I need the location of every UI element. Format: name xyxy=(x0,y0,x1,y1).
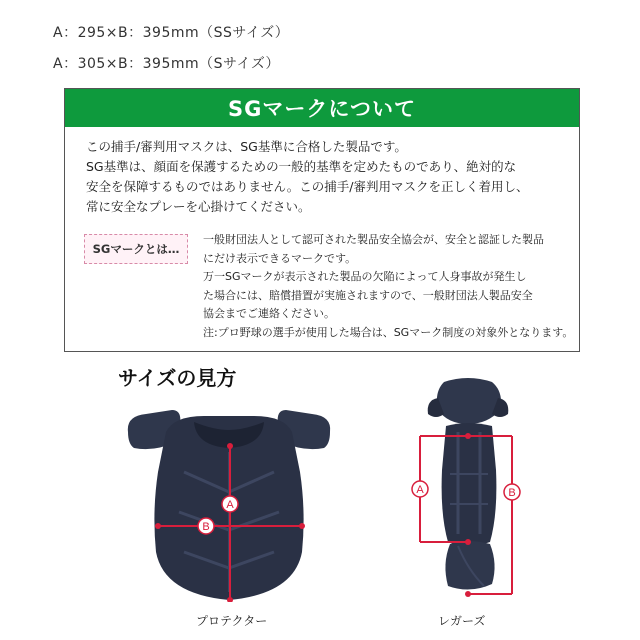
sg-detail-text xyxy=(203,231,573,342)
protector-caption: プロテクター xyxy=(196,614,268,628)
sg-detail-line: にだけ表示できるマークです。 xyxy=(203,251,357,265)
sg-mark-box xyxy=(64,88,580,352)
sg-detail-line: 協会までご連絡ください。 xyxy=(203,307,335,320)
leg-guard-caption: レガーズ xyxy=(438,614,486,628)
sg-detail-line: た場合には、賠償措置が実施されますので、一般財団法人製品安全 xyxy=(203,288,533,302)
leg-guard-image xyxy=(392,374,532,604)
sg-intro-line: SG基準は、顔面を保護するための一般的基準を定めたものであり、絶対的な xyxy=(86,159,517,174)
sg-intro-line: 安全を保障するものではありません。この捕手/審判用マスクを正しく着用し、 xyxy=(86,179,529,194)
chest-protector-figure xyxy=(124,402,334,602)
protector-marker-a: A xyxy=(226,499,234,511)
sg-intro-line: この捕手/審判用マスクは、SG基準に合格した製品です。 xyxy=(86,139,407,154)
size-guide-title: サイズの見方 xyxy=(118,366,237,390)
leg-marker-b: B xyxy=(508,487,516,499)
sg-intro-text xyxy=(86,137,528,217)
size-spec-s: A：305×B：395mm（Sサイズ） xyxy=(53,56,280,72)
sg-detail-line: 注:プロ野球の選手が使用した場合は、SGマーク制度の対象外となります。 xyxy=(203,325,574,339)
size-spec-ss: A：295×B：395mm（SSサイズ） xyxy=(53,25,290,41)
chest-protector-image xyxy=(124,402,334,602)
leg-guard-figure xyxy=(392,374,532,604)
sg-mark-heading: SGマークについて xyxy=(65,89,579,127)
sg-detail-line: 万一SGマークが表示された製品の欠陥によって人身事故が発生し xyxy=(203,270,527,283)
sg-mark-label: SGマークとは… xyxy=(84,234,188,264)
sg-intro-line: 常に安全なプレーを心掛けてください。 xyxy=(86,199,311,214)
leg-marker-a: A xyxy=(416,484,424,496)
sg-detail-line: 一般財団法人として認可された製品安全協会が、安全と認証した製品 xyxy=(203,233,544,246)
protector-marker-b: B xyxy=(202,521,210,533)
